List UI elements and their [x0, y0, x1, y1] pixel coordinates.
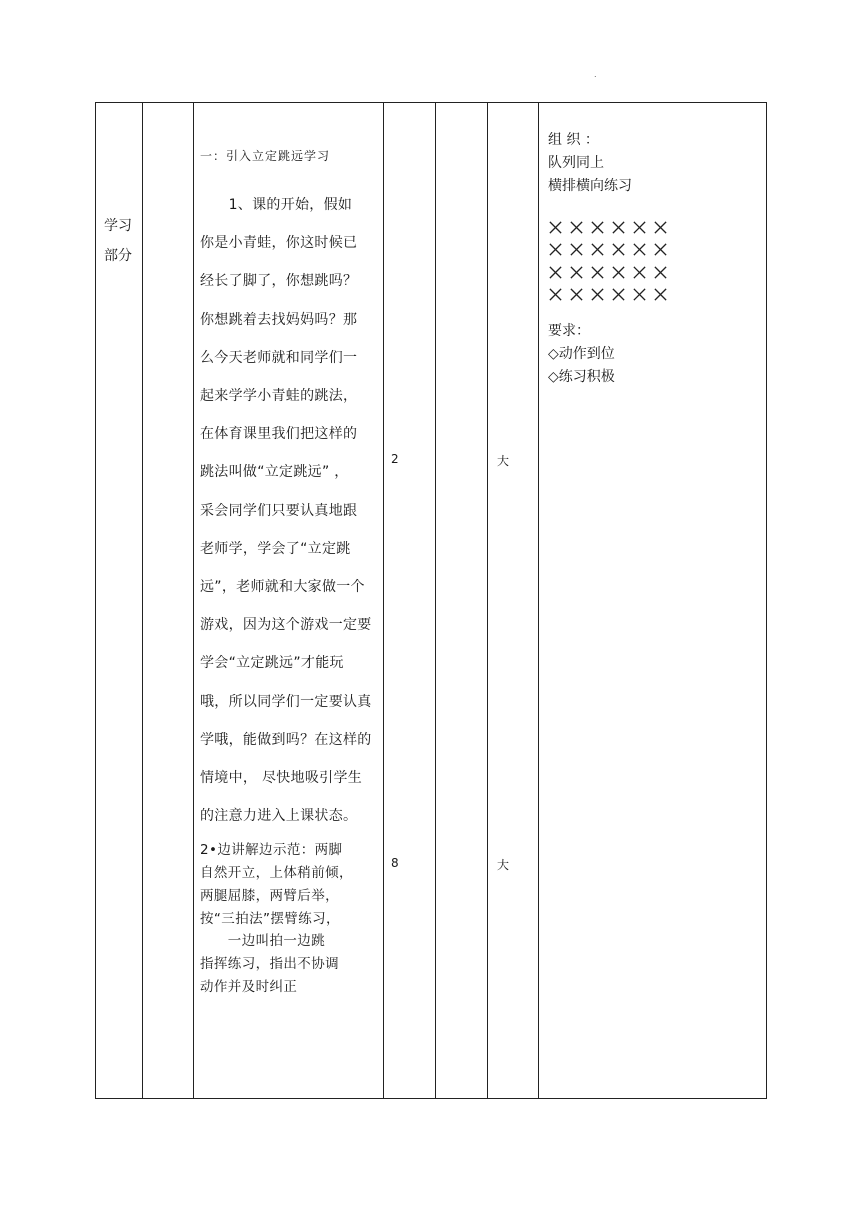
lesson-paragraph-1	[200, 186, 386, 835]
time-value-2: 8	[391, 856, 399, 870]
formation-row	[548, 216, 758, 239]
text-line: 经长了脚了，你想跳吗？	[200, 273, 358, 290]
x-mark-icon	[569, 287, 584, 302]
x-mark-icon	[548, 287, 563, 302]
text-line: 起来学学小青蛙的跳法，	[200, 388, 358, 405]
x-mark-icon	[632, 265, 647, 280]
text-line: 采会同学们只要认真地跟	[200, 502, 358, 519]
x-mark-icon	[548, 220, 563, 235]
text-line: 两腿屈膝，两臂后举，	[200, 887, 339, 904]
formation-row	[548, 239, 758, 262]
column-divider	[538, 103, 539, 1098]
x-mark-icon	[548, 265, 563, 280]
text-line: 跳法叫做“立定跳远” ，	[200, 464, 349, 481]
x-mark-icon	[611, 242, 626, 257]
section-label-line2: 部分	[104, 248, 132, 264]
x-mark-icon	[653, 287, 668, 302]
text-line: 一边叫拍一边跳	[200, 933, 326, 950]
text-line: 自然开立，上体稍前倾，	[200, 865, 353, 882]
text-line: 情境中， 尽快地吸引学生	[200, 770, 363, 787]
x-mark-icon	[632, 220, 647, 235]
x-mark-icon	[590, 287, 605, 302]
column-divider	[487, 103, 488, 1098]
text-line: 动作并及时纠正	[200, 978, 298, 995]
x-mark-icon	[590, 265, 605, 280]
text-line: 指挥练习，指出不协调	[200, 955, 339, 972]
organization-cell	[548, 129, 758, 389]
x-mark-icon	[569, 242, 584, 257]
x-mark-icon	[569, 220, 584, 235]
text-line: 哦，所以同学们一定要认真	[200, 693, 372, 710]
formation-row	[548, 261, 758, 284]
text-line: 学哦，能做到吗？在这样的	[200, 731, 372, 748]
text-line: 你是小青蛙，你这时候已	[200, 235, 358, 252]
lesson-content	[200, 147, 386, 998]
text-line: 么今天老师就和同学们一	[200, 349, 358, 366]
text-line: 按“三拍法”摆臂练习，	[200, 910, 340, 927]
text-line: 游戏，因为这个游戏一定要	[200, 617, 372, 634]
text-line: 老师学，学会了“立定跳	[200, 540, 351, 557]
organization-line-2: 横排横向练习	[548, 178, 632, 194]
lesson-paragraph-2	[200, 839, 386, 998]
page-mark: .	[594, 70, 597, 79]
x-mark-icon	[611, 220, 626, 235]
column-divider	[193, 103, 194, 1098]
x-mark-icon	[632, 287, 647, 302]
requirement-item: ◇练习积极	[548, 369, 615, 385]
column-divider	[142, 103, 143, 1098]
section-label-line1: 学习	[104, 218, 132, 234]
formation-row	[548, 284, 758, 307]
x-mark-icon	[632, 242, 647, 257]
x-mark-icon	[590, 220, 605, 235]
x-mark-icon	[611, 265, 626, 280]
lesson-title: 一：引入立定跳远学习	[200, 149, 331, 163]
column-divider	[435, 103, 436, 1098]
x-mark-icon	[653, 265, 668, 280]
intensity-value-1: 大	[497, 454, 510, 468]
x-mark-icon	[653, 220, 668, 235]
lesson-plan-table	[95, 102, 767, 1099]
requirement-item: ◇动作到位	[548, 346, 615, 362]
text-line: 你想跳着去找妈妈吗？那	[200, 311, 358, 328]
requirements-heading: 要求：	[548, 323, 590, 339]
x-mark-icon	[548, 242, 563, 257]
x-mark-icon	[590, 242, 605, 257]
text-line: 远”，老师就和大家做一个	[200, 579, 365, 596]
time-value-1: 2	[391, 452, 399, 466]
text-line: 1、课的开始，假如	[200, 197, 353, 213]
text-line: 的注意力进入上课状态。	[200, 808, 358, 825]
x-mark-icon	[611, 287, 626, 302]
formation-grid	[548, 216, 758, 306]
section-label	[104, 211, 132, 271]
x-mark-icon	[653, 242, 668, 257]
organization-line-1: 队列同上	[548, 155, 604, 171]
intensity-value-2: 大	[497, 858, 510, 872]
organization-heading: 组 织 ：	[548, 132, 599, 148]
x-mark-icon	[569, 265, 584, 280]
text-line: 2•边讲解边示范：两脚	[200, 842, 343, 859]
text-line: 在体育课里我们把这样的	[200, 426, 358, 443]
text-line: 学会“立定跳远”才能玩	[200, 655, 344, 672]
